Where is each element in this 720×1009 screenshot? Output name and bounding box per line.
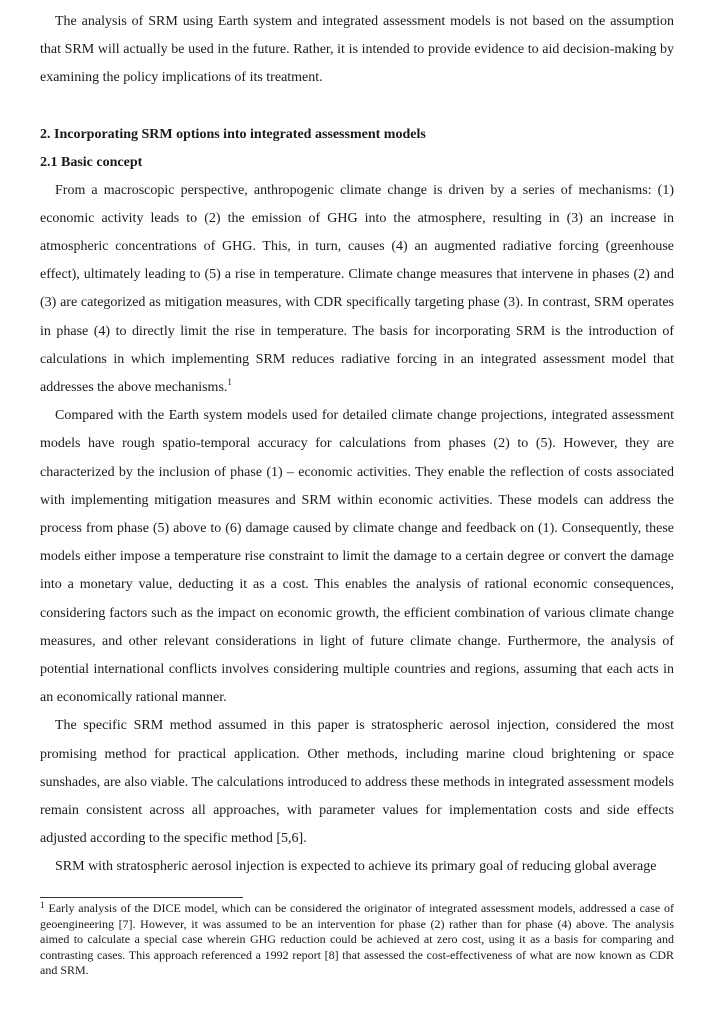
footnote-reference[interactable]: 1 xyxy=(227,377,232,388)
subsection-heading: 2.1 Basic concept xyxy=(40,154,143,170)
footnote-mark: 1 xyxy=(40,900,45,910)
paragraph-basic-concept-text: From a macroscopic perspective, anthropogenic climate change is driven by a series of mechanisms: (1) economic activity leads to (2) the emission of GHG into the atmosphere, resulting in (3) an increase in atmospheric concentrations of GHG. This, in turn, causes (4) an augmented radiative forcing (greenhouse effect), ultimately leading to (5) a rise in temperature. Climate change measures that intervene in phases (2) and (3) are categorized as mitigation measures, with CDR specifically targeting phase (3). In contrast, SRM operates in phase (4) to directly limit the rise in temperature. The basis for incorporating SRM is the introduction of calculations in which implementing SRM reduces radiative forcing in an integrated assessment model that addresses the above mechanisms. xyxy=(40,182,674,396)
paragraph-model-comparison: Compared with the Earth system models used for detailed climate change projections, integrated assessment models have rough spatio-temporal accuracy for calculations from phases (2) to (5). However, they are characterized by the inclusion of phase (1) – economic activities. They enable the reflection of costs associated with implementing mitigation measures and SRM within economic activities. These models can address the process from phase (5) above to (6) damage caused by climate change and feedback on (1). Consequently, these models either impose a temperature rise constraint to limit the damage to a certain degree or convert the damage into a monetary value, deducting it as a cost. This enables the analysis of rational economic consequences, considering factors such as the impact on economic growth, the efficient combination of various climate change measures, and other relevant considerations in light of future climate change. Furthermore, the analysis of potential international conflicts involves considering multiple countries and regions, assuming that each acts in an economically rational manner. xyxy=(40,408,674,706)
footnote xyxy=(40,901,674,979)
paragraph-aerosol-injection: SRM with stratospheric aerosol injection is expected to achieve its primary goal of reducing global average xyxy=(55,859,657,875)
paragraph-srm-method: The specific SRM method assumed in this paper is stratospheric aerosol injection, considered the most promising method for practical application. Other methods, including marine cloud brightening or space sunshades, are also viable. The calculations introduced to address these methods in integrated assessment models remain consistent across all approaches, with parameter values for implementation costs and side effects adjusted according to the specific method [5,6]. xyxy=(40,718,674,847)
footnote-text: Early analysis of the DICE model, which can be considered the originator of integrated assessment models, addressed a case of geoengineering [7]. However, it was assumed to be an intervention for phase (2) rather than for phase (4) above. The analysis aimed to calculate a special case wherein GHG reduction could be achieved at zero cost, using it as a basis for comparing and contrasting cases. This approach referenced a 1992 report [8] that assessed the cost-effectiveness of what are now known as CDR and SRM. xyxy=(40,901,674,977)
paragraph-basic-concept xyxy=(40,177,674,403)
intro-paragraph: The analysis of SRM using Earth system and integrated assessment models is not based on the assumption that SRM will actually be used in the future. Rather, it is intended to provide evidence to aid decision-making by examining the policy implications of its treatment. xyxy=(40,14,674,86)
footnote-divider xyxy=(40,897,243,898)
section-heading: 2. Incorporating SRM options into integrated assessment models xyxy=(40,126,426,142)
paper-page xyxy=(40,8,674,882)
